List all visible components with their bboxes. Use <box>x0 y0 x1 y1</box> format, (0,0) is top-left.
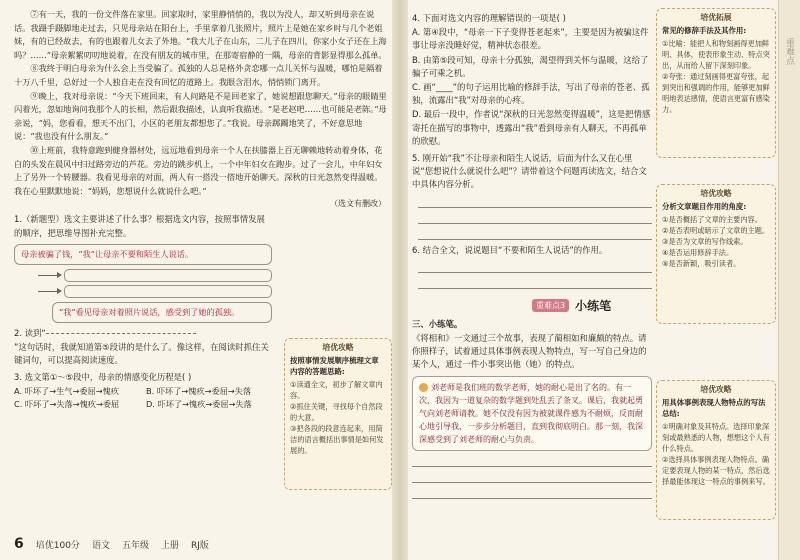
tip-header: 培优攻略 <box>700 189 732 198</box>
section-3-title: 小练笔 <box>575 298 612 313</box>
tip-subtitle: 按照事情发展顺序梳理文章内容的答题思路: <box>290 356 379 376</box>
right-page-questions <box>412 8 652 548</box>
question-4-option-b[interactable]: B. 由第⑤段可知，母亲十分孤独，渴望得到关怀与温暖，这给了骗子可乘之机。 <box>412 54 649 78</box>
page-number: 6 <box>14 536 24 552</box>
tip-subtitle: 用具体事例表现人物特点的写法总结: <box>662 398 766 418</box>
page-edge-tab <box>778 0 800 560</box>
tip-item: ②是否表明或暗示了文章的主题。 <box>662 226 770 235</box>
answer-line[interactable] <box>418 225 652 240</box>
tip-item: ①明确对象及其特点。选择印象深刻或最熟悉的人物，想想这个人有什么特点。 <box>662 422 770 453</box>
section-3-tag: 重难点3 <box>532 299 569 312</box>
writing-example <box>419 381 645 446</box>
page-footer <box>14 536 209 552</box>
question-4-option-c[interactable]: C. 画“____”的句子运用比喻的修辞手法，写出了母亲的苍老、孤独，流露出“我”对母亲的心疼。 <box>412 82 650 106</box>
sidebar-tip-2 <box>656 184 776 324</box>
book-gutter <box>392 0 408 560</box>
practice-heading: 三、小练笔。 <box>412 318 463 329</box>
tip-item: ②夸张：通过刻画得更富夸张，起到突出和强调的作用，能够更加鲜明地表达感情，使语言更富有感染力。 <box>662 72 770 114</box>
mindmap-arrow-row-1 <box>14 269 272 282</box>
mindmap-arrow-row-2 <box>14 285 272 298</box>
tip-subtitle: 常见的修辞手法及其作用: <box>662 26 747 35</box>
tip-header: 培优攻略 <box>700 385 732 394</box>
tip-header: 培优攻略 <box>322 343 354 352</box>
question-6: 6. 结合全文，说说题目“不要和陌生人说话”的作用。 <box>412 244 608 255</box>
question-2-label: 2. 读到“ <box>14 327 46 338</box>
option-a[interactable]: A. 吓坏了→生气→委屈→愧疚 <box>14 385 119 396</box>
question-1: 1.（新题型）选文主要讲述了什么事？根据选文内容，按照事情发展的顺序，把思维导图补充完整。 <box>14 214 265 238</box>
passage-paragraph-10: ⑩上班前，我特意跑到健身器材处，远远地看到母亲一个人在扶膝器上百无聊赖地转动着身体，花白的头发在晨风中扫过路旁边的芦花。旁边的跳步机上，一个中年妇女在跑步。过了一会儿，中年妇女上了另外一个转腰器。我看见母亲的对面，两人有一搭没一搭地开始聊天。深秋的日光忽然变得温暖。我在心里默默地说：“妈妈，您想说什么就说什么吧。” <box>14 144 383 196</box>
tip-item: ⑤是否新颖，吸引读者。 <box>662 259 741 268</box>
tip-step-2: ②抓住关键，寻找每个自然段的大意。 <box>290 402 383 422</box>
sidebar-tip-3 <box>656 380 776 520</box>
question-4: 4. 下面对选文内容的理解错误的一项是( ) <box>412 13 566 23</box>
question-5: 5. 刚开始“我”不让母亲和陌生人说话，后面为什么又在心里说“您想说什么就说什么吧”？请带着这个问题再读选文，结合文中具体内容分析。 <box>412 153 647 190</box>
tip-item: ③是否为文章的写作线索。 <box>662 237 748 246</box>
passage-paragraph-8: ⑧我终于明白母亲为什么会上当受骗了。孤独的人总是格外贪恋哪一点儿关怀与温暖，哪怕是隔着十万八千里，总好过一个人独自走在没有回忆的道路上。我眼含泪水，悄悄锁门离开。 <box>14 63 383 87</box>
arrow-icon <box>38 291 60 292</box>
writing-lines <box>412 452 652 499</box>
term: 上册 <box>160 540 179 551</box>
tip-item: ①是否概括了文章的主要内容。 <box>662 215 762 224</box>
answer-line[interactable] <box>418 258 652 273</box>
book-name: 培优100分 <box>35 540 80 551</box>
tip-header: 培优拓展 <box>700 13 732 22</box>
question-4-option-d[interactable]: D. 最后一段中，作者说“深秋的日光忽然变得温暖”，这是把情感寄托在描写的事物中，透露出“我”看到母亲有人聊天，不再孤单的欣慰。 <box>412 109 651 146</box>
answer-line[interactable] <box>412 484 652 499</box>
left-strategy-tip <box>284 338 392 490</box>
tip-subtitle: 分析文章题目作用的角度: <box>662 202 747 211</box>
option-c[interactable]: C. 吓坏了→失落→愧疚→委屈 <box>14 398 120 409</box>
question-2 <box>14 327 272 340</box>
edition: RJ版 <box>190 540 209 551</box>
question-4-option-a[interactable]: A. 第④段中，“母亲一下子变得苍老起来”，主要是因为被骗这件事让母亲没睡好觉，精神状态很差。 <box>412 27 649 51</box>
question-3-options <box>14 385 272 411</box>
question-2-text: ”这句话时，我就知道第⑤段讲的是什么了。像这样，在阅读时抓住关键词句，可以提高阅读速度。 <box>14 341 269 366</box>
question-3: 3. 选文第①～⑤段中，母亲的情感变化历程是( ) <box>14 372 192 383</box>
answer-line[interactable] <box>418 193 652 208</box>
tip-item: ①比喻：能把人和物刻画得更加鲜明、具体，使表形象生动、特点突出，从而给人留下深刻印象。 <box>662 39 770 70</box>
option-b[interactable]: B. 吓坏了→愧疚→委屈→失落 <box>146 385 252 396</box>
writing-example-box <box>412 376 652 451</box>
left-page <box>14 8 390 548</box>
answer-line[interactable] <box>412 452 652 467</box>
mindmap-blank-box-2[interactable] <box>64 285 272 298</box>
passage-paragraph-7: ⑦有一天，我的一份文件落在家里。回家取时，家里静悄悄的，我以为没人，却又听到母亲在说话。我蹑手蹑脚地走过去，只见母亲站在阳台上，手里拿着几张照片，照片上是她在家乡时与几个老姐妹，有的已经故去，有的也跟着儿女去了外地。“我大儿子在山东，二儿子在四川，你家小女子还在上海吗？……”母亲絮絮叨叨地说着，在没有朋友的城市里，在那寄宿静的一隅，母亲的背影显得那么孤单。 <box>14 9 387 60</box>
arrow-icon <box>38 275 60 276</box>
tip-step-1: ①读通全文，初步了解文章内容。 <box>290 380 383 400</box>
tip-item: ②选择具体事例表现人物特点。确定要表现人物的某一特点，然后选择最能体现这一特点的事例来写。 <box>662 455 770 486</box>
right-sidebar <box>656 8 776 548</box>
section-3-heading <box>532 297 652 314</box>
passage-source: （选文有删改） <box>330 199 386 209</box>
edge-label: 重难点 <box>784 38 794 65</box>
mindmap-answer-box-2: “我”看见母亲对着照片说话，感受到了她的孤独。 <box>52 302 272 323</box>
answer-line[interactable] <box>418 209 652 224</box>
writing-example-text: 刘老师是我们班的数学老师，她的耐心是出了名的。有一次，我因为一道复杂的数学题到处乱丢了条叉。课后，我就起勇气向刘老师请教。她不仅没有因为被就课件感为不耐烦，反而耐心地引导我，一步步分析题目，直到我彻底明白。那一刻，我深深感受到了刘老师的耐心与负责。 <box>419 382 643 444</box>
tip-step-3: ③把各段的段意连起来，用简洁的语言概括出事情是如何发展的。 <box>290 424 384 455</box>
practice-prompt: 《将相和》一文通过三个故事，表现了蔺相如和廉颇的特点。请你照样子，试着通过具体事例表现人物特点，写一写自己身边的某个人，通过一件小事突出他（她）的特点。 <box>412 333 647 370</box>
tip-item: ④是否运用修辞手法。 <box>662 248 734 257</box>
sidebar-tip-1 <box>656 8 776 158</box>
answer-blank[interactable] <box>46 333 196 334</box>
example-icon <box>419 383 428 392</box>
grade: 五年级 <box>121 540 149 551</box>
passage-paragraph-9: ⑨晚上，我对母亲说：“今天下班回来，有人问路是不是回老家了，她说想跟您聊天。”母亲的眼睛里闪着光，忽如地询问我那个人的长相，然后跟我描述，认真听我描述。“是老赵吧……也可能是老陈。”母亲说，“妈，您看看，想天不出门，小区的老朋友都想您了。”我说。母亲踯躅地笑了，不好意思地说：“我也没有什么朋友。” <box>14 90 387 142</box>
mindmap-blank-box-1[interactable] <box>64 269 272 282</box>
mindmap-answer-box-1: 母亲被骗了钱，“我”让母亲不要和陌生人说话。 <box>14 244 272 265</box>
option-d[interactable]: D. 吓坏了→愧疚→委屈→失落 <box>146 398 252 409</box>
answer-line[interactable] <box>412 468 652 483</box>
answer-line[interactable] <box>418 274 652 289</box>
subject: 语文 <box>91 540 110 551</box>
